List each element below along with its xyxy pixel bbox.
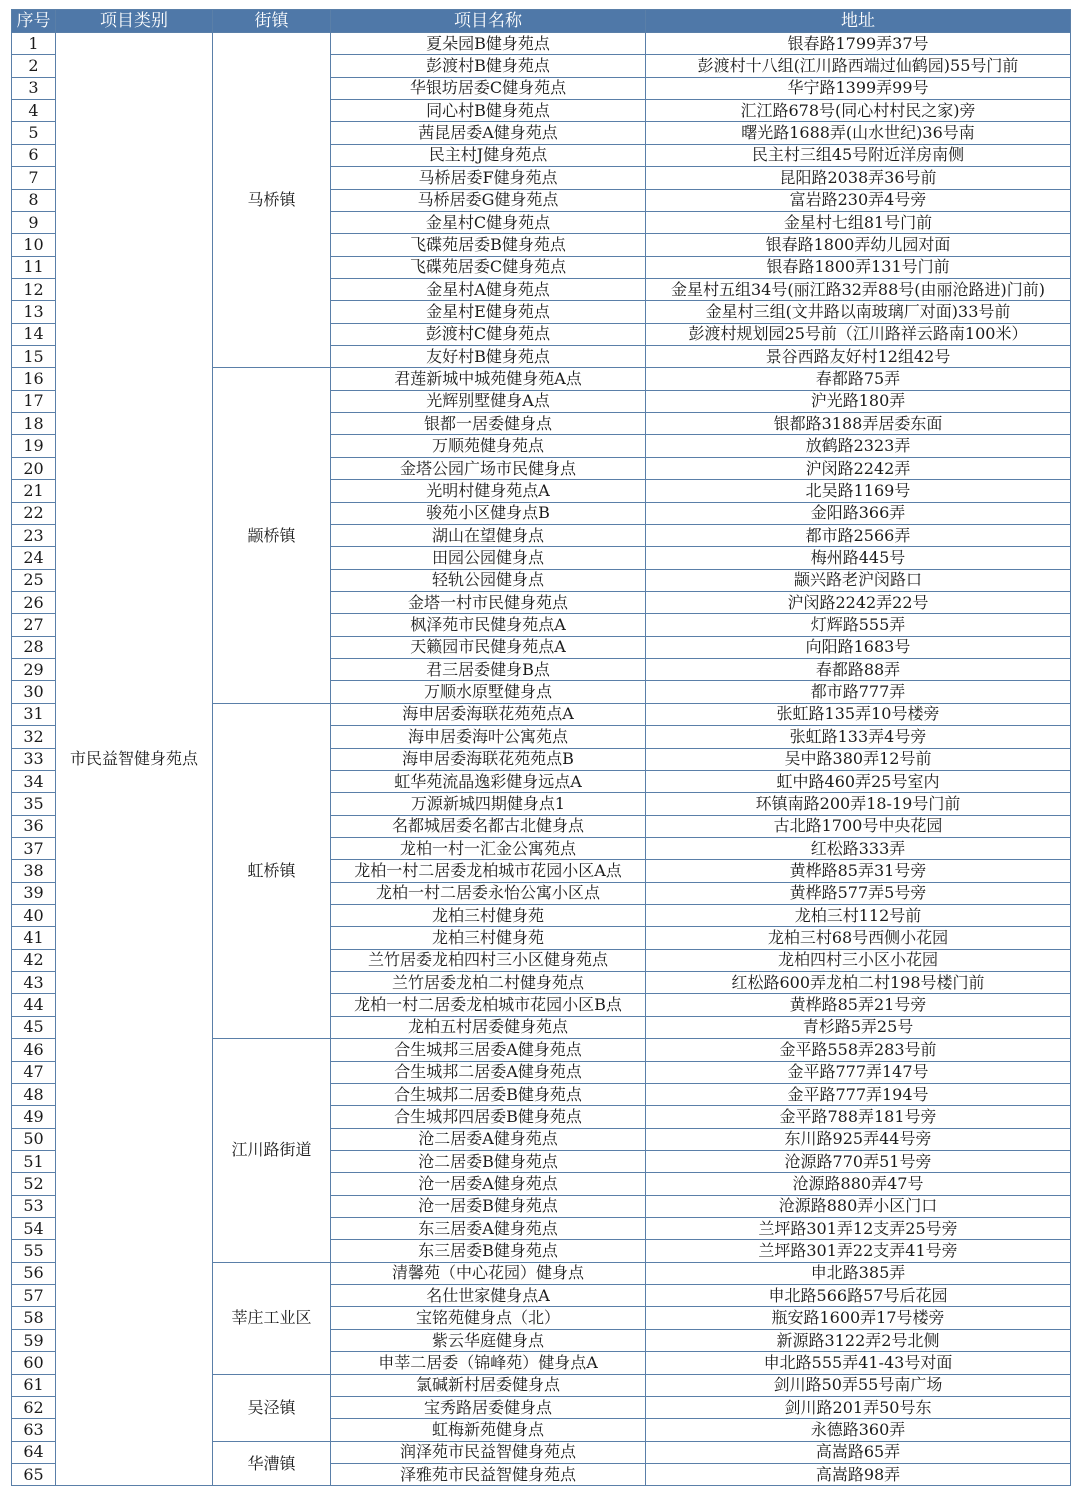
row-number: 28 bbox=[12, 636, 56, 658]
project-name-cell: 湖山在望健身点 bbox=[331, 524, 646, 546]
row-number: 48 bbox=[12, 1083, 56, 1105]
address-cell: 银都路3188弄居委东面 bbox=[646, 413, 1071, 435]
row-number: 49 bbox=[12, 1106, 56, 1128]
project-name-cell: 合生城邦二居委B健身苑点 bbox=[331, 1083, 646, 1105]
header-town: 街镇 bbox=[213, 10, 331, 33]
address-cell: 张虹路135弄10号楼旁 bbox=[646, 703, 1071, 725]
address-cell: 申北路385弄 bbox=[646, 1262, 1071, 1284]
row-number: 46 bbox=[12, 1039, 56, 1061]
row-number: 44 bbox=[12, 994, 56, 1016]
address-cell: 彭渡村规划园25号前（江川路祥云路南100米） bbox=[646, 323, 1071, 345]
row-number: 42 bbox=[12, 949, 56, 971]
row-number: 13 bbox=[12, 301, 56, 323]
row-number: 20 bbox=[12, 457, 56, 479]
project-name-cell: 虹梅新苑健身点 bbox=[331, 1419, 646, 1441]
address-cell: 金星村三组(文井路以南玻璃厂对面)33号前 bbox=[646, 301, 1071, 323]
project-name-cell: 兰竹居委龙柏二村健身苑点 bbox=[331, 972, 646, 994]
address-cell: 春都路75弄 bbox=[646, 368, 1071, 390]
address-cell: 春都路88弄 bbox=[646, 659, 1071, 681]
address-cell: 新源路3122弄2号北侧 bbox=[646, 1329, 1071, 1351]
table-body bbox=[12, 33, 1071, 1486]
address-cell: 梅州路445号 bbox=[646, 547, 1071, 569]
project-name-cell: 彭渡村C健身苑点 bbox=[331, 323, 646, 345]
row-number: 65 bbox=[12, 1464, 56, 1486]
row-number: 12 bbox=[12, 278, 56, 300]
town-cell: 颛桥镇 bbox=[213, 368, 331, 703]
header-address: 地址 bbox=[646, 10, 1071, 33]
project-name-cell: 民主村J健身苑点 bbox=[331, 144, 646, 166]
project-name-cell: 骏苑小区健身点B bbox=[331, 502, 646, 524]
row-number: 35 bbox=[12, 793, 56, 815]
project-name-cell: 龙柏一村二居委永怡公寓小区点 bbox=[331, 882, 646, 904]
address-cell: 金平路777弄194号 bbox=[646, 1083, 1071, 1105]
town-cell: 马桥镇 bbox=[213, 33, 331, 368]
row-number: 37 bbox=[12, 837, 56, 859]
address-cell: 古北路1700号中央花园 bbox=[646, 815, 1071, 837]
row-number: 9 bbox=[12, 211, 56, 233]
address-cell: 沪闵路2242弄 bbox=[646, 457, 1071, 479]
project-name-cell: 海申居委海联花苑苑点A bbox=[331, 703, 646, 725]
address-cell: 张虹路133弄4号旁 bbox=[646, 726, 1071, 748]
project-name-cell: 名都城居委名都古北健身点 bbox=[331, 815, 646, 837]
project-name-cell: 申莘二居委（锦峰苑）健身点A bbox=[331, 1352, 646, 1374]
table-row bbox=[12, 33, 1071, 55]
address-cell: 兰坪路301弄12支弄25号旁 bbox=[646, 1218, 1071, 1240]
row-number: 16 bbox=[12, 368, 56, 390]
project-name-cell: 飞碟苑居委B健身苑点 bbox=[331, 234, 646, 256]
project-name-cell: 东三居委A健身苑点 bbox=[331, 1218, 646, 1240]
row-number: 24 bbox=[12, 547, 56, 569]
address-cell: 沧源路880弄47号 bbox=[646, 1173, 1071, 1195]
row-number: 8 bbox=[12, 189, 56, 211]
project-name-cell: 马桥居委F健身苑点 bbox=[331, 167, 646, 189]
row-number: 40 bbox=[12, 905, 56, 927]
project-name-cell: 枫泽苑市民健身苑点A bbox=[331, 614, 646, 636]
row-number: 5 bbox=[12, 122, 56, 144]
address-cell: 都市路2566弄 bbox=[646, 524, 1071, 546]
row-number: 60 bbox=[12, 1352, 56, 1374]
project-name-cell: 马桥居委G健身苑点 bbox=[331, 189, 646, 211]
project-name-cell: 沧二居委A健身苑点 bbox=[331, 1128, 646, 1150]
project-name-cell: 润泽苑市民益智健身苑点 bbox=[331, 1441, 646, 1463]
address-cell: 高嵩路98弄 bbox=[646, 1464, 1071, 1486]
row-number: 11 bbox=[12, 256, 56, 278]
row-number: 19 bbox=[12, 435, 56, 457]
project-name-cell: 清馨苑（中心花园）健身点 bbox=[331, 1262, 646, 1284]
address-cell: 放鹤路2323弄 bbox=[646, 435, 1071, 457]
row-number: 36 bbox=[12, 815, 56, 837]
project-name-cell: 金塔一村市民健身苑点 bbox=[331, 591, 646, 613]
project-name-cell: 夏朵园B健身苑点 bbox=[331, 33, 646, 55]
row-number: 47 bbox=[12, 1061, 56, 1083]
project-name-cell: 沧二居委B健身苑点 bbox=[331, 1150, 646, 1172]
address-cell: 北吴路1169号 bbox=[646, 480, 1071, 502]
address-cell: 黄桦路85弄31号旁 bbox=[646, 860, 1071, 882]
project-name-cell: 龙柏五村居委健身苑点 bbox=[331, 1016, 646, 1038]
address-cell: 剑川路50弄55号南广场 bbox=[646, 1374, 1071, 1396]
project-name-cell: 飞碟苑居委C健身苑点 bbox=[331, 256, 646, 278]
project-name-cell: 名仕世家健身点A bbox=[331, 1285, 646, 1307]
project-name-cell: 宝秀路居委健身点 bbox=[331, 1396, 646, 1418]
address-cell: 金星村五组34号(丽江路32弄88号(由丽沧路进)门前) bbox=[646, 278, 1071, 300]
row-number: 32 bbox=[12, 726, 56, 748]
address-cell: 银春路1799弄37号 bbox=[646, 33, 1071, 55]
project-name-cell: 龙柏三村健身苑 bbox=[331, 905, 646, 927]
address-cell: 沪闵路2242弄22号 bbox=[646, 591, 1071, 613]
project-name-cell: 友好村B健身苑点 bbox=[331, 346, 646, 368]
project-name-cell: 万源新城四期健身点1 bbox=[331, 793, 646, 815]
address-cell: 沧源路770弄51号旁 bbox=[646, 1150, 1071, 1172]
project-name-cell: 龙柏一村一汇金公寓苑点 bbox=[331, 837, 646, 859]
address-cell: 吴中路380弄12号前 bbox=[646, 748, 1071, 770]
town-cell: 莘庄工业区 bbox=[213, 1262, 331, 1374]
address-cell: 申北路555弄41-43号对面 bbox=[646, 1352, 1071, 1374]
row-number: 39 bbox=[12, 882, 56, 904]
row-number: 59 bbox=[12, 1329, 56, 1351]
address-cell: 沧源路880弄小区门口 bbox=[646, 1195, 1071, 1217]
project-name-cell: 田园公园健身点 bbox=[331, 547, 646, 569]
address-cell: 龙柏四村三小区小花园 bbox=[646, 949, 1071, 971]
address-cell: 金阳路366弄 bbox=[646, 502, 1071, 524]
project-name-cell: 兰竹居委龙柏四村三小区健身苑点 bbox=[331, 949, 646, 971]
project-name-cell: 银都一居委健身点 bbox=[331, 413, 646, 435]
row-number: 22 bbox=[12, 502, 56, 524]
project-name-cell: 天籁园市民健身苑点A bbox=[331, 636, 646, 658]
address-cell: 曙光路1688弄(山水世纪)36号南 bbox=[646, 122, 1071, 144]
row-number: 64 bbox=[12, 1441, 56, 1463]
town-cell: 虹桥镇 bbox=[213, 703, 331, 1038]
town-cell: 吴泾镇 bbox=[213, 1374, 331, 1441]
row-number: 43 bbox=[12, 972, 56, 994]
address-cell: 彭渡村十八组(江川路西端过仙鹤园)55号门前 bbox=[646, 55, 1071, 77]
address-cell: 剑川路201弄50号东 bbox=[646, 1396, 1071, 1418]
project-name-cell: 轻轨公园健身点 bbox=[331, 569, 646, 591]
address-cell: 向阳路1683号 bbox=[646, 636, 1071, 658]
address-cell: 环镇南路200弄18-19号门前 bbox=[646, 793, 1071, 815]
project-name-cell: 紫云华庭健身点 bbox=[331, 1329, 646, 1351]
address-cell: 银春路1800弄131号门前 bbox=[646, 256, 1071, 278]
project-name-cell: 沧一居委A健身苑点 bbox=[331, 1173, 646, 1195]
row-number: 38 bbox=[12, 860, 56, 882]
project-name-cell: 彭渡村B健身苑点 bbox=[331, 55, 646, 77]
row-number: 55 bbox=[12, 1240, 56, 1262]
row-number: 34 bbox=[12, 770, 56, 792]
address-cell: 银春路1800弄幼儿园对面 bbox=[646, 234, 1071, 256]
project-name-cell: 龙柏三村健身苑 bbox=[331, 927, 646, 949]
town-cell: 华漕镇 bbox=[213, 1441, 331, 1486]
address-cell: 富岩路230弄4号旁 bbox=[646, 189, 1071, 211]
address-cell: 金平路558弄283号前 bbox=[646, 1039, 1071, 1061]
row-number: 29 bbox=[12, 659, 56, 681]
row-number: 41 bbox=[12, 927, 56, 949]
project-name-cell: 万顺水原墅健身点 bbox=[331, 681, 646, 703]
row-number: 54 bbox=[12, 1218, 56, 1240]
facility-table-container bbox=[11, 9, 1071, 1486]
header-project-name: 项目名称 bbox=[331, 10, 646, 33]
row-number: 10 bbox=[12, 234, 56, 256]
project-name-cell: 沧一居委B健身苑点 bbox=[331, 1195, 646, 1217]
project-name-cell: 海申居委海叶公寓苑点 bbox=[331, 726, 646, 748]
row-number: 14 bbox=[12, 323, 56, 345]
row-number: 3 bbox=[12, 77, 56, 99]
row-number: 52 bbox=[12, 1173, 56, 1195]
row-number: 4 bbox=[12, 100, 56, 122]
row-number: 53 bbox=[12, 1195, 56, 1217]
town-cell: 江川路街道 bbox=[213, 1039, 331, 1263]
address-cell: 永德路360弄 bbox=[646, 1419, 1071, 1441]
row-number: 1 bbox=[12, 33, 56, 55]
row-number: 58 bbox=[12, 1307, 56, 1329]
address-cell: 虹中路460弄25号室内 bbox=[646, 770, 1071, 792]
address-cell: 昆阳路2038弄36号前 bbox=[646, 167, 1071, 189]
project-name-cell: 同心村B健身苑点 bbox=[331, 100, 646, 122]
category-cell: 市民益智健身苑点 bbox=[56, 33, 213, 1486]
address-cell: 申北路566路57号后花园 bbox=[646, 1285, 1071, 1307]
project-name-cell: 金星村E健身苑点 bbox=[331, 301, 646, 323]
header-seq: 序号 bbox=[12, 10, 56, 33]
address-cell: 瓶安路1600弄17号楼旁 bbox=[646, 1307, 1071, 1329]
address-cell: 龙柏三村68号西侧小花园 bbox=[646, 927, 1071, 949]
address-cell: 红松路333弄 bbox=[646, 837, 1071, 859]
header-row bbox=[12, 10, 1071, 33]
row-number: 21 bbox=[12, 480, 56, 502]
address-cell: 红松路600弄龙柏二村198号楼门前 bbox=[646, 972, 1071, 994]
project-name-cell: 合生城邦三居委A健身苑点 bbox=[331, 1039, 646, 1061]
address-cell: 沪光路180弄 bbox=[646, 390, 1071, 412]
project-name-cell: 万顺苑健身苑点 bbox=[331, 435, 646, 457]
row-number: 6 bbox=[12, 144, 56, 166]
row-number: 27 bbox=[12, 614, 56, 636]
address-cell: 汇江路678号(同心村村民之家)旁 bbox=[646, 100, 1071, 122]
row-number: 63 bbox=[12, 1419, 56, 1441]
project-name-cell: 宝铭苑健身点（北） bbox=[331, 1307, 646, 1329]
address-cell: 青杉路5弄25号 bbox=[646, 1016, 1071, 1038]
row-number: 61 bbox=[12, 1374, 56, 1396]
project-name-cell: 虹华苑流晶逸彩健身远点A bbox=[331, 770, 646, 792]
project-name-cell: 光辉别墅健身A点 bbox=[331, 390, 646, 412]
project-name-cell: 氯碱新村居委健身点 bbox=[331, 1374, 646, 1396]
row-number: 25 bbox=[12, 569, 56, 591]
facility-table bbox=[11, 9, 1071, 1486]
row-number: 31 bbox=[12, 703, 56, 725]
row-number: 17 bbox=[12, 390, 56, 412]
header-category: 项目类别 bbox=[56, 10, 213, 33]
address-cell: 金平路788弄181号旁 bbox=[646, 1106, 1071, 1128]
address-cell: 黄桦路85弄21号旁 bbox=[646, 994, 1071, 1016]
address-cell: 高嵩路65弄 bbox=[646, 1441, 1071, 1463]
row-number: 18 bbox=[12, 413, 56, 435]
project-name-cell: 君莲新城中城苑健身苑A点 bbox=[331, 368, 646, 390]
address-cell: 龙柏三村112号前 bbox=[646, 905, 1071, 927]
address-cell: 民主村三组45号附近洋房南侧 bbox=[646, 144, 1071, 166]
project-name-cell: 合生城邦二居委A健身苑点 bbox=[331, 1061, 646, 1083]
project-name-cell: 金塔公园广场市民健身点 bbox=[331, 457, 646, 479]
project-name-cell: 泽雅苑市民益智健身苑点 bbox=[331, 1464, 646, 1486]
address-cell: 金平路777弄147号 bbox=[646, 1061, 1071, 1083]
row-number: 62 bbox=[12, 1396, 56, 1418]
address-cell: 颛兴路老沪闵路口 bbox=[646, 569, 1071, 591]
row-number: 50 bbox=[12, 1128, 56, 1150]
address-cell: 兰坪路301弄22支弄41号旁 bbox=[646, 1240, 1071, 1262]
row-number: 7 bbox=[12, 167, 56, 189]
row-number: 30 bbox=[12, 681, 56, 703]
project-name-cell: 华银坊居委C健身苑点 bbox=[331, 77, 646, 99]
row-number: 26 bbox=[12, 591, 56, 613]
address-cell: 金星村七组81号门前 bbox=[646, 211, 1071, 233]
project-name-cell: 金星村C健身苑点 bbox=[331, 211, 646, 233]
project-name-cell: 君三居委健身B点 bbox=[331, 659, 646, 681]
row-number: 2 bbox=[12, 55, 56, 77]
address-cell: 景谷西路友好村12组42号 bbox=[646, 346, 1071, 368]
row-number: 51 bbox=[12, 1150, 56, 1172]
project-name-cell: 合生城邦四居委B健身苑点 bbox=[331, 1106, 646, 1128]
project-name-cell: 茜昆居委A健身苑点 bbox=[331, 122, 646, 144]
address-cell: 黄桦路577弄5号旁 bbox=[646, 882, 1071, 904]
address-cell: 华宁路1399弄99号 bbox=[646, 77, 1071, 99]
row-number: 57 bbox=[12, 1285, 56, 1307]
row-number: 23 bbox=[12, 524, 56, 546]
address-cell: 都市路777弄 bbox=[646, 681, 1071, 703]
project-name-cell: 金星村A健身苑点 bbox=[331, 278, 646, 300]
row-number: 45 bbox=[12, 1016, 56, 1038]
row-number: 33 bbox=[12, 748, 56, 770]
project-name-cell: 东三居委B健身苑点 bbox=[331, 1240, 646, 1262]
project-name-cell: 龙柏一村二居委龙柏城市花园小区A点 bbox=[331, 860, 646, 882]
row-number: 56 bbox=[12, 1262, 56, 1284]
project-name-cell: 海申居委海联花苑苑点B bbox=[331, 748, 646, 770]
address-cell: 东川路925弄44号旁 bbox=[646, 1128, 1071, 1150]
row-number: 15 bbox=[12, 346, 56, 368]
project-name-cell: 龙柏一村二居委龙柏城市花园小区B点 bbox=[331, 994, 646, 1016]
project-name-cell: 光明村健身苑点A bbox=[331, 480, 646, 502]
address-cell: 灯辉路555弄 bbox=[646, 614, 1071, 636]
